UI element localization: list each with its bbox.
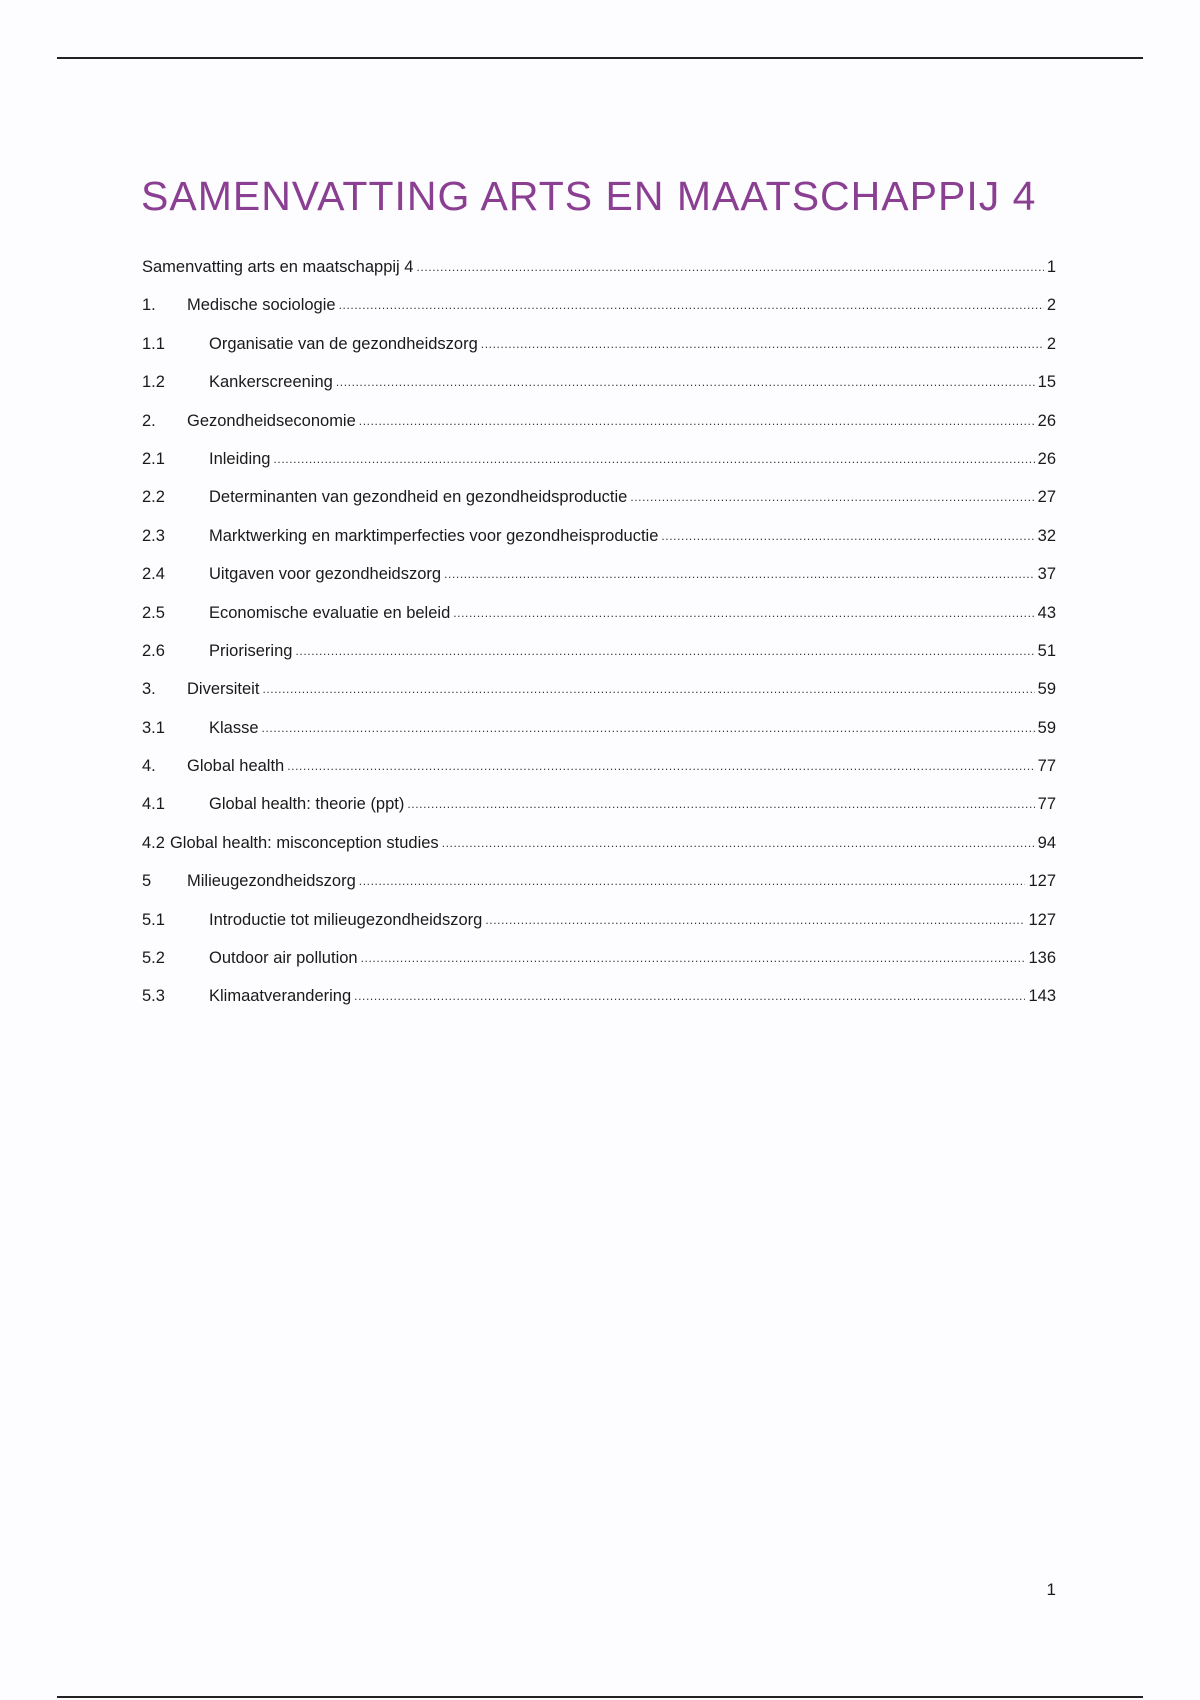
toc-dot-leader xyxy=(444,564,1035,583)
toc-entry-page: 94 xyxy=(1037,833,1056,852)
toc-entry[interactable] xyxy=(142,795,1056,833)
toc-dot-leader xyxy=(630,487,1034,506)
toc-entry-number: 2. xyxy=(142,411,156,430)
toc-entry[interactable] xyxy=(142,834,1056,872)
toc-entry-page: 143 xyxy=(1028,987,1056,1006)
toc-entry-label: Priorisering xyxy=(209,641,293,660)
toc-entry-label: Gezondheidseconomie xyxy=(187,411,356,430)
toc-entry-page: 127 xyxy=(1028,872,1056,891)
toc-dot-leader xyxy=(661,526,1034,545)
toc-entry-number: 5.1 xyxy=(142,910,165,929)
page-number: 1 xyxy=(1046,1580,1056,1599)
toc-entry[interactable] xyxy=(142,488,1056,526)
toc-entry[interactable] xyxy=(142,719,1056,757)
toc-entry-number: 1.1 xyxy=(142,334,165,353)
toc-entry-page: 26 xyxy=(1037,449,1056,468)
toc-entry-number: 2.4 xyxy=(142,565,165,584)
toc-entry-page: 15 xyxy=(1037,373,1056,392)
toc-dot-leader xyxy=(262,718,1035,737)
toc-dot-leader xyxy=(417,257,1044,276)
toc-entry-label: Introductie tot milieugezondheidszorg xyxy=(209,910,483,929)
toc-entry-number: 3. xyxy=(142,680,156,699)
toc-dot-leader xyxy=(262,679,1034,698)
toc-entry-page: 37 xyxy=(1037,565,1056,584)
toc-entry-page: 77 xyxy=(1037,795,1056,814)
toc-entry[interactable] xyxy=(142,527,1056,565)
table-of-contents xyxy=(142,258,1056,1026)
toc-dot-leader xyxy=(481,334,1044,353)
toc-entry-page: 2 xyxy=(1046,334,1056,353)
toc-entry-number: 2.3 xyxy=(142,526,165,545)
toc-entry[interactable] xyxy=(142,335,1056,373)
toc-entry-label: Milieugezondheidszorg xyxy=(187,872,356,891)
toc-entry-label: Global health: theorie (ppt) xyxy=(209,795,405,814)
toc-dot-leader xyxy=(295,641,1034,660)
toc-entry-number: 5.2 xyxy=(142,949,165,968)
document-title: SAMENVATTING ARTS EN MAATSCHAPPIJ 4 xyxy=(141,173,1037,220)
toc-entry-number: 3.1 xyxy=(142,718,165,737)
toc-entry[interactable] xyxy=(142,565,1056,603)
toc-entry-number: 4. xyxy=(142,757,156,776)
toc-entry[interactable] xyxy=(142,258,1056,296)
toc-entry-page: 59 xyxy=(1037,718,1056,737)
toc-entry-page: 32 xyxy=(1037,526,1056,545)
toc-entry-number: 5.3 xyxy=(142,987,165,1006)
toc-entry-label: Medische sociologie xyxy=(187,296,336,315)
toc-entry-label: Global health: misconception studies xyxy=(169,833,439,852)
toc-entry-page: 27 xyxy=(1037,488,1056,507)
toc-entry-number: 5 xyxy=(142,872,152,891)
toc-dot-leader xyxy=(287,756,1034,775)
toc-dot-leader xyxy=(361,948,1026,967)
toc-entry[interactable] xyxy=(142,642,1056,680)
footer-rule xyxy=(57,1696,1143,1698)
toc-dot-leader xyxy=(359,871,1026,890)
toc-entry[interactable] xyxy=(142,296,1056,334)
toc-dot-leader xyxy=(442,833,1035,852)
toc-entry-label: Samenvatting arts en maatschappij 4 xyxy=(142,258,414,276)
toc-entry-label: Inleiding xyxy=(209,449,271,468)
toc-entry-page: 26 xyxy=(1037,411,1056,430)
toc-entry-label: Marktwerking en marktimperfecties voor gezondheisproductie xyxy=(209,526,659,545)
toc-entry[interactable] xyxy=(142,450,1056,488)
toc-entry[interactable] xyxy=(142,373,1056,411)
toc-entry-page: 1 xyxy=(1046,258,1056,276)
toc-entry-page: 51 xyxy=(1037,641,1056,660)
toc-entry[interactable] xyxy=(142,604,1056,642)
toc-entry-number: 2.2 xyxy=(142,488,165,507)
toc-dot-leader xyxy=(336,372,1035,391)
toc-entry-page: 136 xyxy=(1028,949,1056,968)
toc-entry-label: Economische evaluatie en beleid xyxy=(209,603,451,622)
toc-entry-number: 4.1 xyxy=(142,795,165,814)
toc-entry-label: Klasse xyxy=(209,718,259,737)
toc-entry-label: Kankerscreening xyxy=(209,373,333,392)
toc-entry-number: 2.6 xyxy=(142,641,165,660)
toc-entry-number: 2.5 xyxy=(142,603,165,622)
toc-dot-leader xyxy=(273,449,1034,468)
toc-entry[interactable] xyxy=(142,911,1056,949)
toc-dot-leader xyxy=(339,295,1044,314)
toc-entry-label: Outdoor air pollution xyxy=(209,949,358,968)
toc-entry-number: 1.2 xyxy=(142,373,165,392)
toc-entry-label: Klimaatverandering xyxy=(209,987,352,1006)
toc-entry-label: Uitgaven voor gezondheidszorg xyxy=(209,565,442,584)
toc-entry-page: 43 xyxy=(1037,603,1056,622)
toc-entry-label: Global health xyxy=(187,757,285,776)
toc-entry-page: 2 xyxy=(1046,296,1056,315)
toc-entry-label: Diversiteit xyxy=(187,680,260,699)
toc-dot-leader xyxy=(453,603,1034,622)
header-rule xyxy=(57,57,1143,59)
toc-entry[interactable] xyxy=(142,757,1056,795)
toc-entry[interactable] xyxy=(142,872,1056,910)
toc-dot-leader xyxy=(407,794,1034,813)
toc-dot-leader xyxy=(359,411,1035,430)
toc-entry[interactable] xyxy=(142,949,1056,987)
toc-dot-leader xyxy=(354,986,1025,1005)
toc-entry-page: 77 xyxy=(1037,757,1056,776)
toc-entry[interactable] xyxy=(142,680,1056,718)
toc-entry-page: 59 xyxy=(1037,680,1056,699)
toc-entry-page: 127 xyxy=(1028,910,1056,929)
toc-entry-label: Organisatie van de gezondheidszorg xyxy=(209,334,478,353)
toc-entry-number: 4.2 xyxy=(142,833,165,852)
toc-entry-label: Determinanten van gezondheid en gezondheidsproductie xyxy=(209,488,628,507)
toc-dot-leader xyxy=(485,910,1025,929)
toc-entry-number: 1. xyxy=(142,296,156,315)
toc-entry[interactable] xyxy=(142,987,1056,1025)
toc-entry[interactable] xyxy=(142,412,1056,450)
toc-entry-number: 2.1 xyxy=(142,449,165,468)
